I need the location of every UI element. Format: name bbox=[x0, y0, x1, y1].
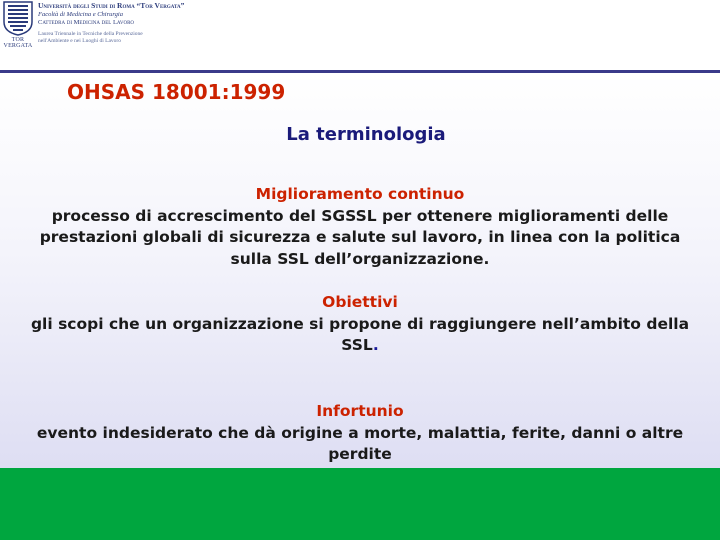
term-definition: evento indesiderato che dà origine a morte, malattia, ferite, danni o altre perdite bbox=[36, 423, 684, 463]
term-obiettivi bbox=[20, 292, 700, 357]
logo-faculty: Facoltà di Medicina e Chirurgia bbox=[38, 11, 123, 18]
university-seal-icon bbox=[2, 0, 34, 36]
page-title: OHSAS 18001:1999 bbox=[67, 80, 286, 104]
term-infortunio bbox=[20, 401, 700, 466]
footer-bar bbox=[0, 468, 720, 540]
header-divider bbox=[0, 70, 720, 73]
logo-department: Cattedra di Medicina del Lavoro bbox=[38, 19, 135, 26]
term-title: Infortunio bbox=[316, 402, 404, 420]
term-definition: processo di accrescimento del SGSSL per ottenere miglioramenti delle prestazioni globali di sicurezza e salute sul lavoro, in linea con la politica sulla SSL dell’organizzazione. bbox=[39, 206, 681, 268]
logo-degree-line1: Laurea Triennale in Tecniche della Prevenzione bbox=[38, 31, 143, 37]
term-definition-period: . bbox=[372, 336, 379, 354]
logo-degree-line2: nell'Ambiente e nei Luoghi di Lavoro bbox=[38, 38, 122, 44]
section-heading: La terminologia bbox=[286, 124, 446, 145]
university-logo bbox=[0, 0, 195, 50]
term-title: Obiettivi bbox=[322, 293, 398, 311]
term-definition bbox=[20, 314, 700, 357]
logo-caption: TOR VERGATA bbox=[3, 37, 33, 49]
term-definition-text: gli scopi che un organizzazione si propone di raggiungere nell’ambito della SSL bbox=[30, 314, 690, 354]
logo-university-name: Università degli Studi di Roma “Tor Vergata” bbox=[38, 1, 185, 10]
term-title: Miglioramento continuo bbox=[255, 185, 465, 203]
term-miglioramento-continuo bbox=[20, 184, 700, 270]
